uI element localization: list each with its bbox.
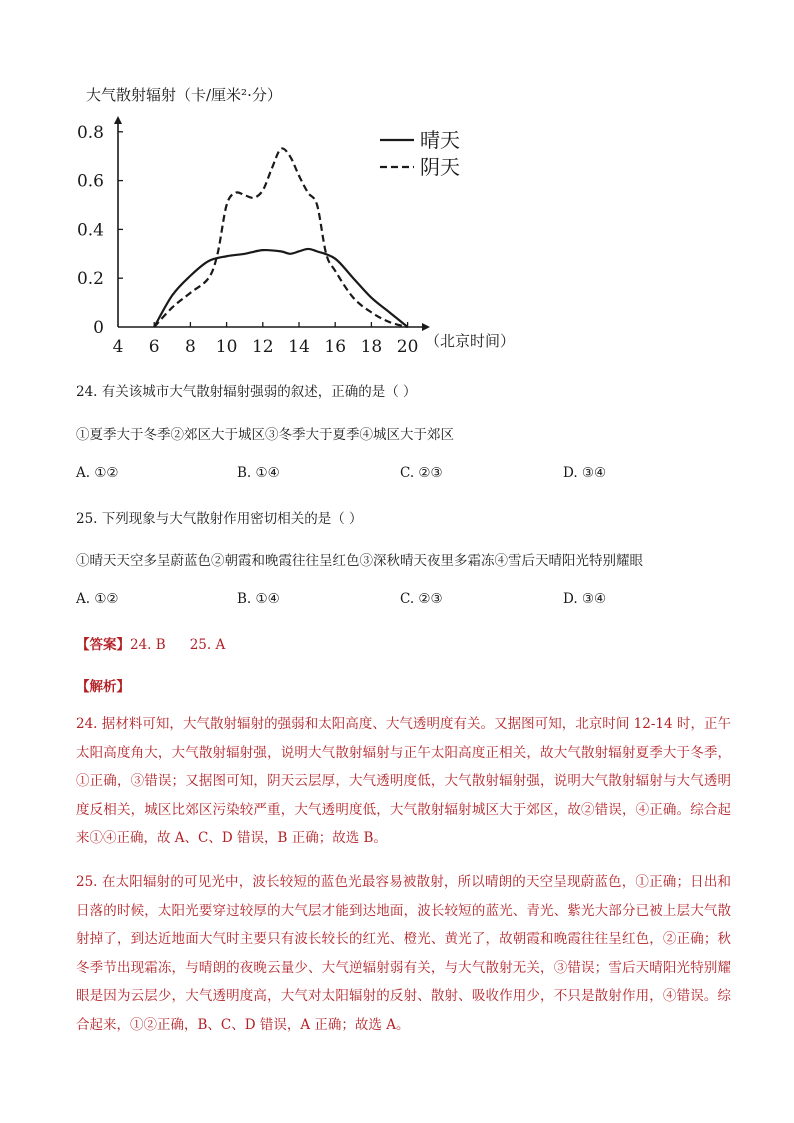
question-24-items: ①夏季大于冬季②郊区大于城区③冬季大于夏季④城区大于郊区: [76, 427, 454, 443]
answer-24: 24. B: [130, 637, 166, 653]
y-tick-label: 0.2: [76, 269, 104, 290]
x-axis-label: （北京时间）: [425, 332, 516, 350]
question-24-option-b: B. ①④: [237, 465, 280, 481]
question-25-option-c: C. ②③: [400, 591, 443, 607]
y-tick-label: 0.8: [76, 122, 104, 143]
analysis-24: 24. 据材料可知，大气散射辐射的强弱和太阳高度、大气透明度有关。又据图可知，北京时间 12-14 时，正午太阳高度角大，大气散射辐射强，说明大气散射辐射与正午太阳高度正相关，故大气散射辐射夏季大于冬季，①正确，③错误；又据图可知，阴天云层厚，大气透明度低，大气散射辐射强，说明大气散射辐射与大气透明度反相关，城区比郊区污染较严重，大气透明度低，大气散射辐射城区大于郊区，故②错误，④正确。综合起来①④正确，故 A、C、D 错误，B 正确；故选 B。: [76, 716, 731, 846]
y-tick-label: 0: [93, 318, 104, 338]
series-line-cloudy: [154, 148, 407, 327]
question-24-stem: 24. 有关该城市大气散射辐射强弱的叙述，正确的是（ ）: [76, 384, 417, 400]
chart-legend: [380, 128, 460, 179]
question-24-option-d: D. ③④: [563, 465, 607, 481]
answer-line: [76, 633, 225, 653]
question-25-stem: 25. 下列现象与大气散射作用密切相关的是（ ）: [76, 511, 363, 527]
question-25-option-d: D. ③④: [563, 591, 607, 607]
analysis-25: 25. 在太阳辐射的可见光中，波长较短的蓝色光最容易被散射，所以晴朗的天空呈现蔚蓝色，①正确；日出和日落的时候，太阳光要穿过较厚的大气层才能到达地面，波长较短的蓝光、青光、紫光大部分已被上层大气散射掉了，到达近地面大气时主要只有波长较长的红光、橙光、黄光了，故朝霞和晚霞往往呈红色，②正确；秋冬季节出现霜冻，与晴朗的夜晚云量少、大气逆辐射弱有关，与大气散射无关，③错误；雪后天晴阳光特别耀眼是因为云层少，大气透明度高，大气对太阳辐射的反射、散射、吸收作用少，不只是散射作用，④错误。综合起来，①②正确，B、C、D 错误，A 正确；故选 A。: [76, 874, 731, 1033]
answer-label: 【答案】: [76, 637, 130, 653]
x-tick-label: 6: [148, 337, 160, 357]
question-24-option-c: C. ②③: [400, 465, 443, 481]
question-24-option-a: A. ①②: [76, 465, 119, 481]
y-axis-label: 大气散射辐射（卡/厘米²·分）: [86, 86, 282, 104]
x-tick-label: 16: [324, 337, 347, 357]
x-tick-label: 12: [251, 337, 274, 357]
y-tick-label: 0.6: [76, 171, 104, 192]
y-tick-label: 0.4: [76, 220, 104, 241]
x-tick-label: 14: [288, 337, 310, 357]
x-tick-label: 8: [184, 337, 196, 357]
analysis-label: 【解析】: [76, 679, 130, 695]
x-tick-label: 18: [360, 337, 383, 357]
chart-series: [154, 148, 407, 327]
chart-axes: [114, 116, 430, 331]
answer-25: 25. A: [189, 637, 226, 653]
legend-label-cloudy: 阴天: [420, 155, 460, 179]
question-25-items: ①晴天天空多呈蔚蓝色②朝霞和晚霞往往呈红色③深秋晴天夜里多霜冻④雪后天晴阳光特别耀眼: [76, 553, 643, 569]
scattered-radiation-chart: [70, 78, 540, 368]
question-25-option-a: A. ①②: [76, 591, 119, 607]
question-25-option-b: B. ①④: [237, 591, 280, 607]
x-tick-label: 10: [215, 337, 238, 357]
x-tick-label: 4: [112, 337, 124, 357]
legend-label-sunny: 晴天: [420, 128, 460, 152]
series-line-sunny: [154, 249, 407, 327]
x-axis-arrow: [422, 323, 430, 331]
x-tick-label: 20: [396, 337, 419, 357]
chart-ticks: [77, 123, 418, 357]
y-axis-arrow: [114, 116, 122, 124]
